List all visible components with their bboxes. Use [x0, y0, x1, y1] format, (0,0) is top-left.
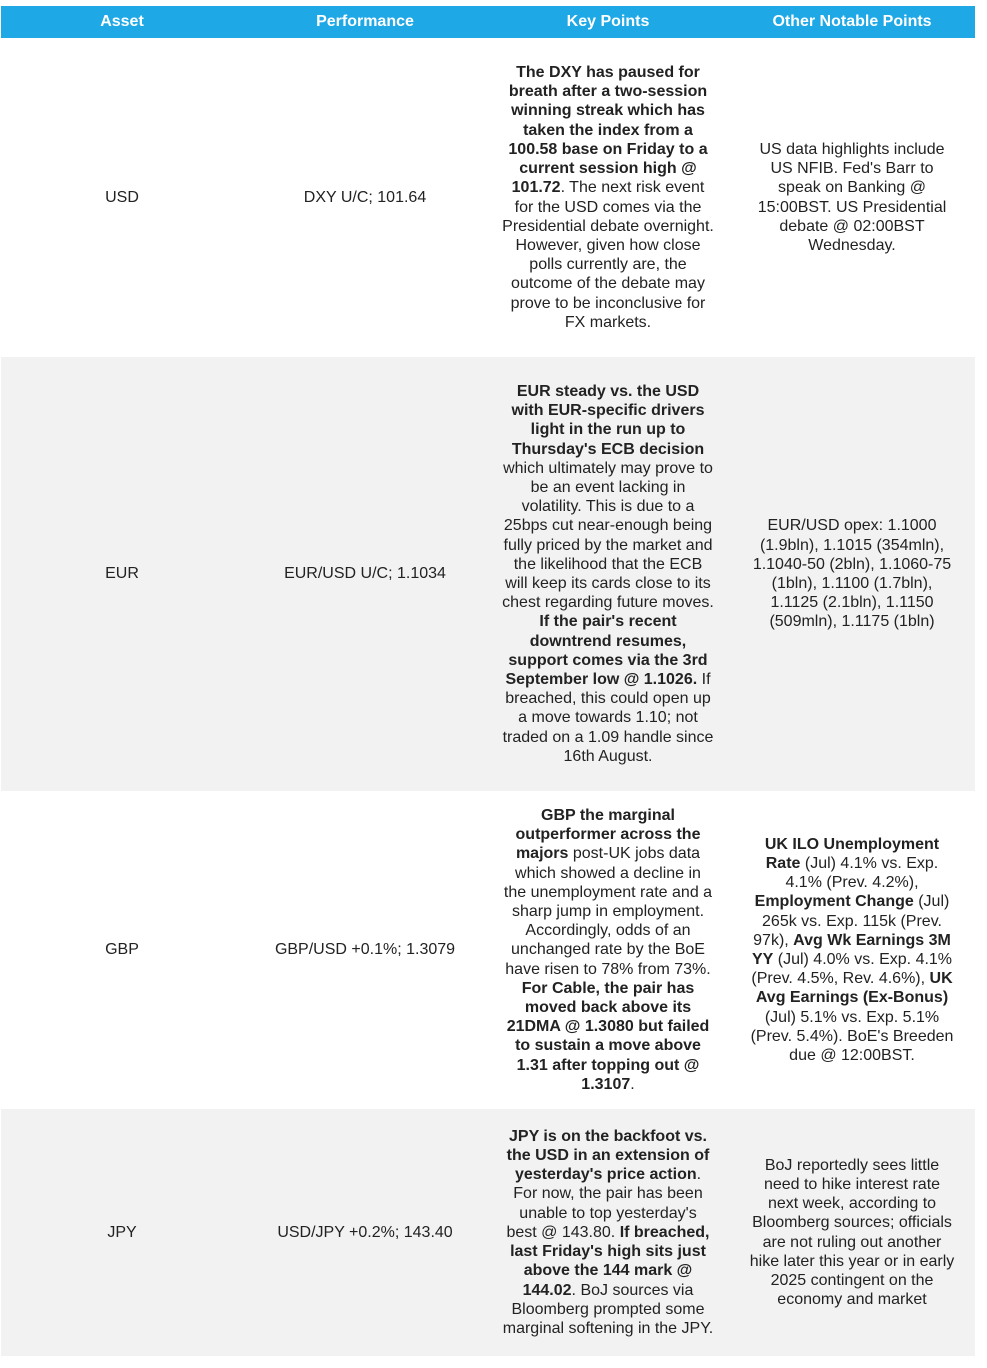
- text-segment: (Jul) 265k vs. Exp. 115k (Prev. 97k),: [753, 893, 950, 949]
- asset-cell: USD: [105, 188, 139, 206]
- key-points-cell: [487, 357, 729, 791]
- text-segment: (Jul) 4.0% vs. Exp. 4.1% (Prev. 4.5%, Rev. 4.6%),: [751, 951, 953, 988]
- text-segment: .: [630, 1075, 635, 1093]
- bold-text-segment: If the pair's recent downtrend resumes, support comes via the 3rd September low @ 1.1026.: [505, 613, 708, 689]
- bold-text-segment: Avg Wk Earnings 3M YY: [751, 931, 951, 968]
- other-points-text: [749, 1156, 955, 1310]
- header-asset: Asset: [1, 6, 243, 38]
- key-points-cell: [487, 791, 729, 1109]
- fx-summary-table: [1, 6, 975, 1356]
- header-row: [1, 6, 975, 38]
- other-points-cell: [729, 357, 975, 791]
- text-segment: BoJ reportedly sees little need to hike interest rate next week, according to Bloomberg sources; officials are not ruling out another hike later this year or in early 2025 contingent on the economy and market: [749, 1156, 955, 1309]
- asset-cell: EUR: [1, 357, 243, 791]
- key-points-text: [502, 806, 714, 1094]
- key-points-cell: [487, 38, 729, 357]
- bold-text-segment: GBP the marginal outperformer across the majors: [515, 806, 701, 863]
- bold-text-segment: If breached, last Friday's high sits just above the 144 mark @ 144.02: [510, 1223, 710, 1299]
- asset-cell: GBP: [105, 941, 139, 959]
- text-segment: EUR/USD opex: 1.1000 (1.9bln), 1.1015 (354mln), 1.1040-50 (2bln), 1.1060-75 (1bln), 1.1100 (1.7bln), 1.1125 (2.1bln), 1.1150 (509mln), 1.1175 (1bln): [752, 517, 952, 631]
- text-segment: which ultimately may prove to be an event lacking in volatility. This is due to a 25bps cut near-enough being fully priced by the market and the likelihood that the ECB will keep its cards close to its chest regarding future moves.: [502, 459, 714, 612]
- text-segment: (Jul) 4.1% vs. Exp. 4.1% (Prev. 4.2%),: [785, 854, 939, 892]
- performance-cell: EUR/USD U/C; 1.1034: [243, 357, 487, 791]
- table-row-gbp: [1, 791, 975, 1109]
- bold-text-segment: UK Avg Earnings (Ex-Bonus): [755, 970, 953, 1007]
- performance-cell: USD/JPY +0.2%; 143.40: [243, 1109, 487, 1356]
- text-segment: If breached, this could open up a move towards 1.10; not traded on a 1.09 handle since 16th August.: [502, 671, 714, 765]
- bold-text-segment: The DXY has paused for breath after a two-session winning streak which has taken the index from a 100.58 base on Friday to a current session high @ 101.72: [508, 64, 708, 197]
- other-points-cell: [729, 38, 975, 357]
- text-segment: (Jul) 5.1% vs. Exp. 5.1% (Prev. 5.4%). BoE's Breeden due @ 12:00BST.: [750, 1008, 954, 1065]
- table-body: [1, 38, 975, 1356]
- performance-cell: GBP/USD +0.1%; 1.3079: [274, 941, 456, 959]
- header-other-points: Other Notable Points: [729, 6, 975, 38]
- text-segment: . The next risk event for the USD comes via the Presidential debate overnight. However, given how close polls currently are, the outcome of the debate may prove to be inconclusive for FX markets.: [502, 179, 714, 331]
- other-points-cell: [729, 791, 975, 1109]
- other-points-cell: [729, 1109, 975, 1356]
- other-points-text: [749, 835, 955, 1065]
- key-points-cell: [487, 1109, 729, 1356]
- header-key-points: Key Points: [487, 6, 729, 38]
- bold-text-segment: For Cable, the pair has moved back above its 21DMA @ 1.3080 but failed to sustain a move above 1.31 after topping out @ 1.3107: [506, 979, 710, 1093]
- key-points-text: [502, 382, 714, 766]
- bold-text-segment: JPY is on the backfoot vs. the USD in an extension of yesterday's price action: [506, 1127, 710, 1184]
- bold-text-segment: UK ILO Unemployment Rate: [764, 835, 940, 872]
- bold-text-segment: EUR steady vs. the USD with EUR-specific drivers light in the run up to Thursday's ECB decision: [511, 382, 705, 458]
- table-row-usd: [1, 38, 975, 357]
- asset-cell: JPY: [1, 1109, 243, 1356]
- table-row-eur: [1, 357, 975, 791]
- table-header: [1, 6, 975, 38]
- other-points-text: [749, 140, 955, 255]
- table-row-jpy: [1, 1109, 975, 1356]
- bold-text-segment: Employment Change: [754, 893, 914, 911]
- other-points-text: [749, 516, 955, 631]
- key-points-text: [502, 1127, 714, 1338]
- performance-cell: DXY U/C; 101.64: [303, 188, 427, 206]
- header-performance: Performance: [243, 6, 487, 38]
- key-points-text: [502, 63, 714, 332]
- text-segment: . For now, the pair has been unable to top yesterday's best @ 143.80.: [506, 1166, 703, 1241]
- text-segment: post-UK jobs data which showed a decline in the unemployment rate and a sharp jump in employment. Accordingly, odds of an unchanged rate by the BoE have risen to 78% from 73%.: [503, 845, 713, 978]
- text-segment: US data highlights include US NFIB. Fed's Barr to speak on Banking @ 15:00BST. US Presidential debate @ 02:00BST Wednesday.: [757, 140, 947, 254]
- text-segment: . BoJ sources via Bloomberg prompted some marginal softening in the JPY.: [502, 1281, 714, 1337]
